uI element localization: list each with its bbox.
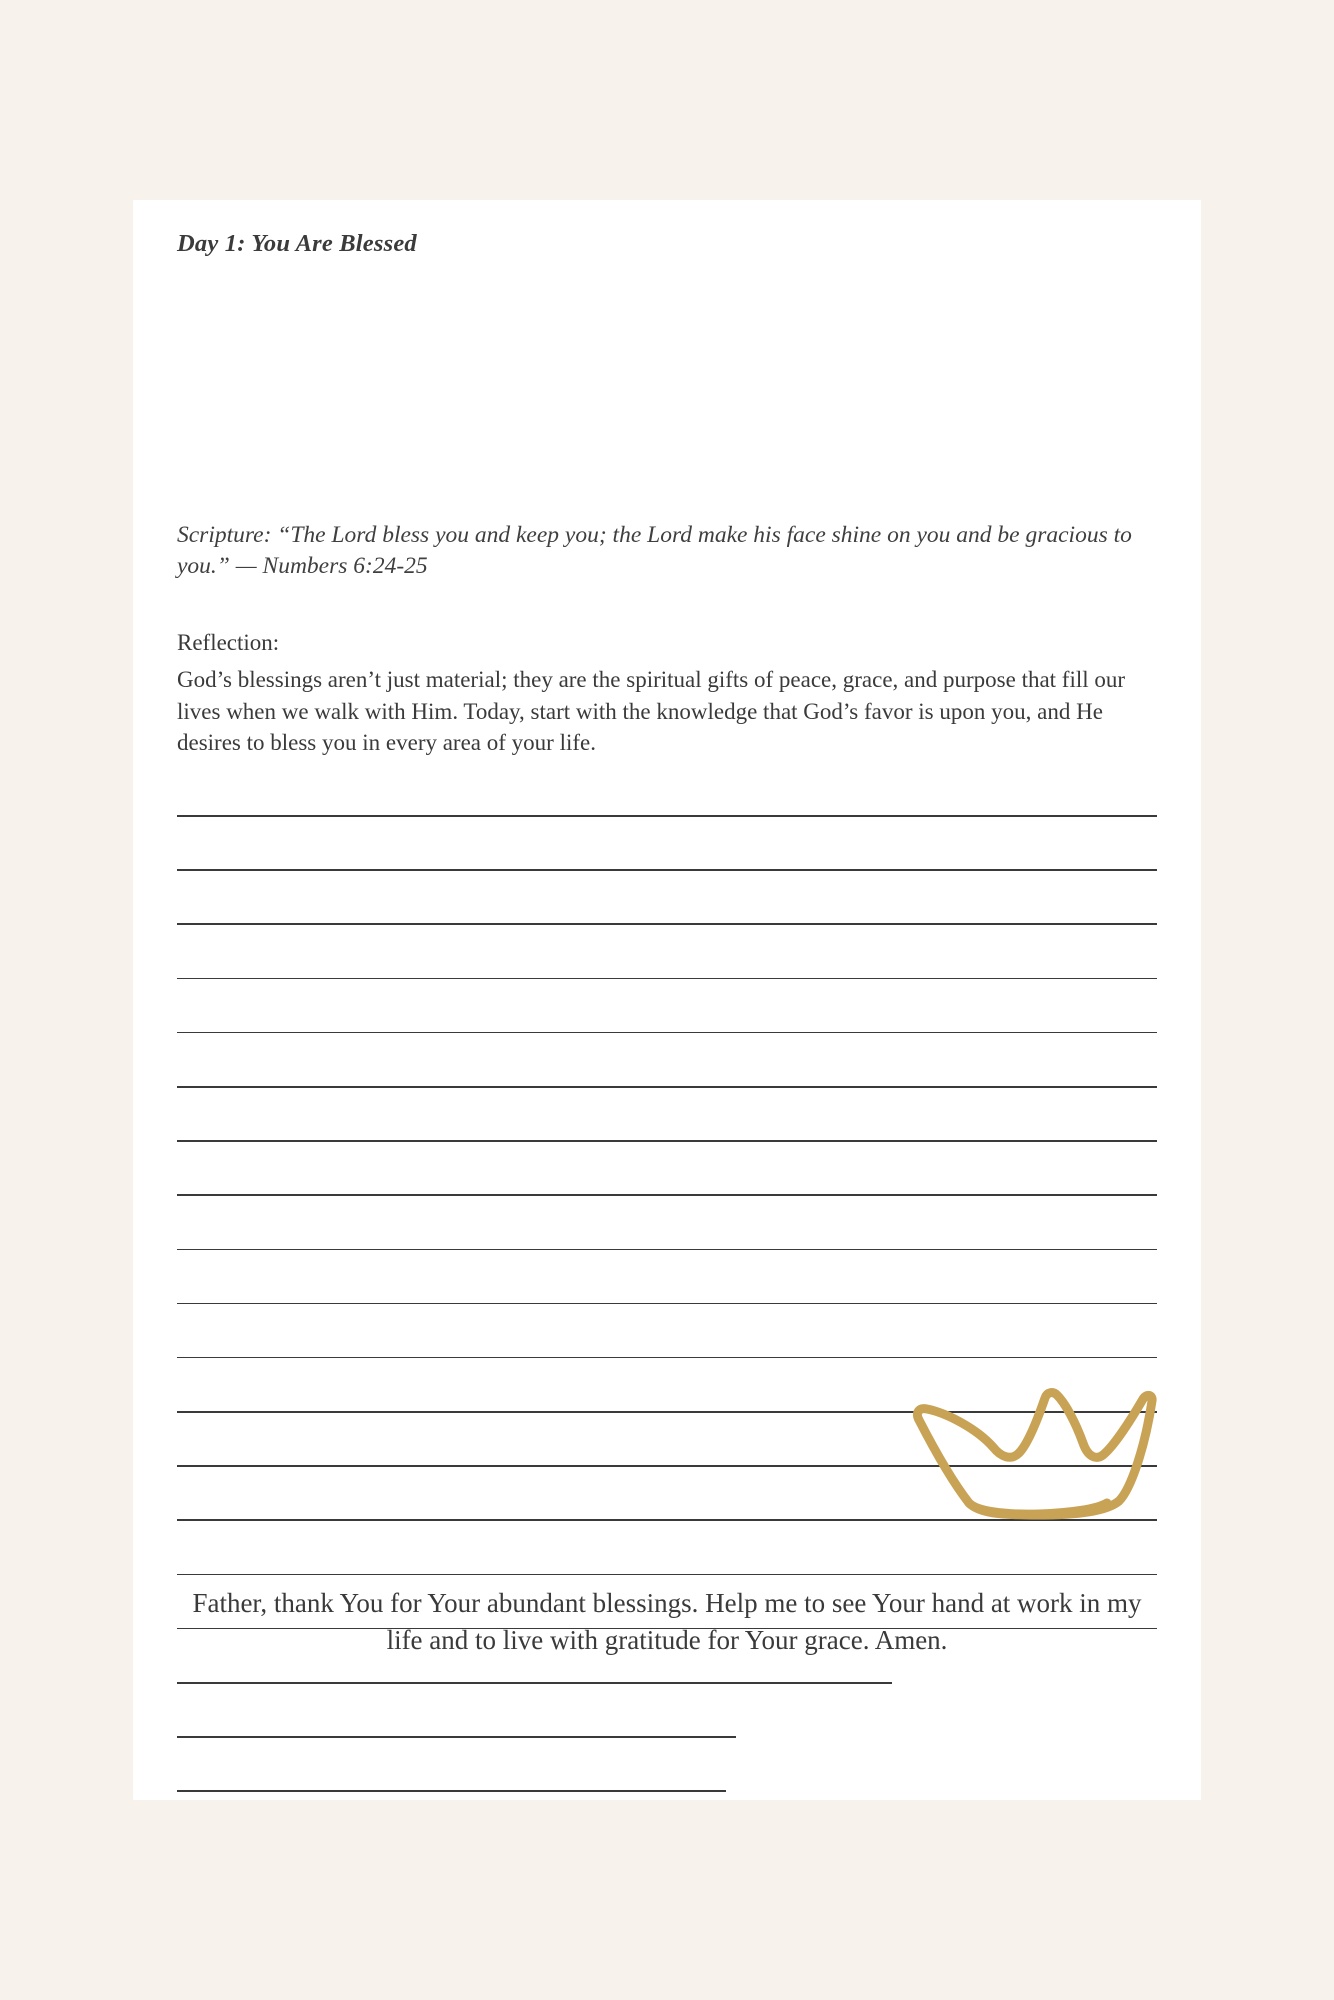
writing-line[interactable] [177, 923, 1157, 925]
journal-page [133, 200, 1201, 1800]
writing-line[interactable] [177, 1086, 1157, 1088]
reflection-label: Reflection: [177, 630, 280, 655]
writing-line[interactable] [177, 978, 1157, 980]
writing-line[interactable] [177, 1194, 1157, 1196]
writing-line[interactable] [177, 1032, 1157, 1034]
scripture-text: Scripture: “The Lord bless you and keep you; the Lord make his face shine on you and be gracious to you.” — Numbers 6:24-25 [177, 522, 1132, 580]
writing-line[interactable] [177, 1790, 726, 1792]
page-title: Day 1: You Are Blessed [177, 230, 417, 257]
writing-line[interactable] [177, 1140, 1157, 1142]
writing-line[interactable] [177, 869, 1157, 871]
writing-line[interactable] [177, 1736, 736, 1738]
writing-line[interactable] [177, 1682, 892, 1684]
reflection-body: God’s blessings aren’t just material; they are the spiritual gifts of peace, grace, and purpose that fill our lives when we walk with Him. Today, start with the knowledge that God’s favor is upon you, and He desires to bless you in every area of your life. [177, 667, 1126, 756]
writing-line[interactable] [177, 1357, 1157, 1359]
prayer-text: Father, thank You for Your abundant blessings. Help me to see Your hand at work in my life and to live with gratitude for Your grace. Amen. [192, 1588, 1142, 1656]
page-content [177, 200, 1157, 1800]
writing-line[interactable] [177, 815, 1157, 817]
crown-icon [907, 1385, 1187, 1525]
writing-lines[interactable] [177, 815, 1157, 1845]
writing-line[interactable] [177, 1303, 1157, 1305]
writing-line[interactable] [177, 1249, 1157, 1251]
writing-line[interactable] [177, 1574, 1157, 1576]
